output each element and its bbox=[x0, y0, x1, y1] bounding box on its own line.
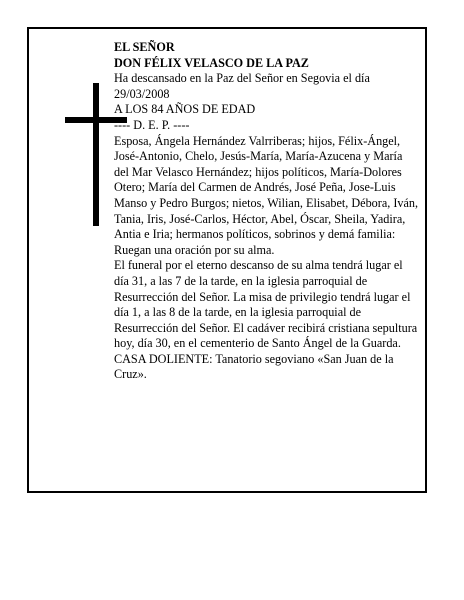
notice-title: EL SEÑOR bbox=[114, 40, 175, 54]
prayer-request: Ruegan una oración por su alma. bbox=[114, 242, 275, 257]
passing-announcement: Ha descansado en la Paz del Señor en Segovia el día 29/03/2008 bbox=[114, 71, 370, 101]
cross-vertical-bar bbox=[93, 83, 99, 226]
age-line: A LOS 84 AÑOS DE EDAD bbox=[114, 102, 256, 117]
mourning-house: CASA DOLIENTE: Tanatorio segoviano «San Juan de la Cruz». bbox=[114, 351, 394, 382]
rip-line: ---- D. E. P. ---- bbox=[114, 117, 190, 132]
funeral-details: El funeral por el eterno descanso de su alma tendrá lugar el día 31, a las 7 de la tarde, en la iglesia parroquial de Resurrección del Señor. La misa de privilegio tendrá lugar el día 1, a las 8 de la tarde, en la iglesia parroquial de Resurrección del Señor. El cadáver recibirá cristiana sepultura hoy, día 30, en el cementerio de Santo Ángel de la Guarda. bbox=[114, 258, 418, 351]
family-list: Esposa, Ángela Hernández Valrriberas; hijos, Félix-Ángel, José-Antonio, Chelo, Jesús-María, María-Azucena y María del Mar Velasco Hernández; hijos políticos, María-Dolores Otero; María del Carmen de Andrés, José Peña, Jose-Luis Manso y Pedro Burgos; nietos, Wilian, Elisabet, Débora, Iván, Tania, Iris, José-Carlos, Héctor, Abel, Óscar, Sheila, Yadira, Antia e Iria; hermanos políticos, sobrinos y demá familia: bbox=[114, 133, 419, 242]
notice-body bbox=[114, 40, 419, 383]
deceased-name: DON FÉLIX VELASCO DE LA PAZ bbox=[114, 55, 309, 70]
